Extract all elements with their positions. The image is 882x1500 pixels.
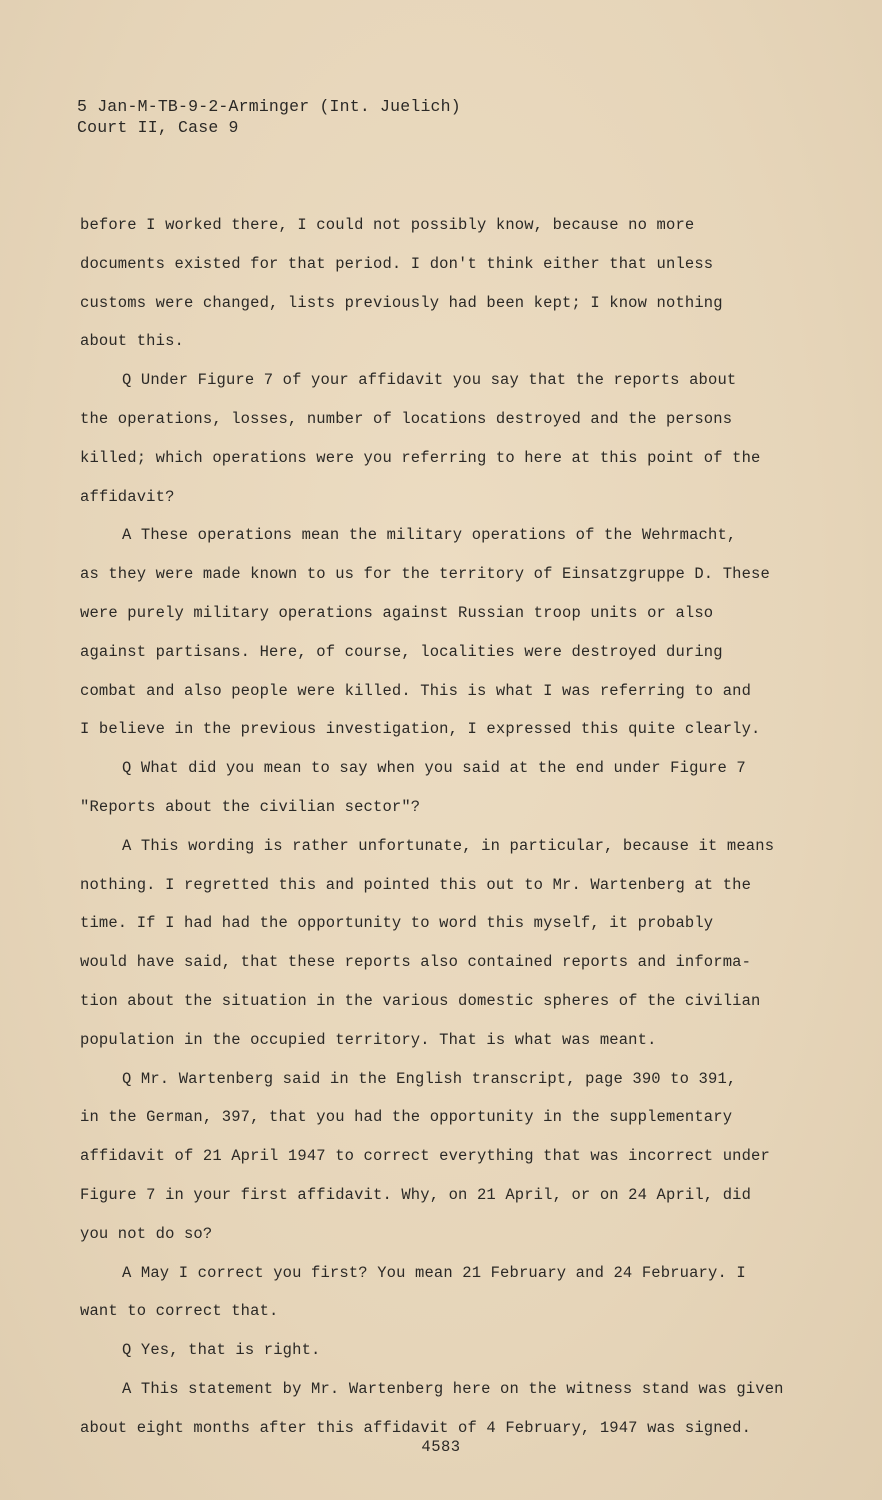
transcript-line: A This statement by Mr. Wartenberg here on the witness stand was given [122,1379,784,1398]
transcript-line: affidavit of 21 April 1947 to correct everything that was incorrect under [80,1147,770,1166]
transcript-line: Q What did you mean to say when you said at the end under Figure 7 [122,759,746,778]
transcript-line: the operations, losses, number of locations destroyed and the persons [80,409,733,428]
transcript-line: tion about the situation in the various domestic spheres of the civilian [80,991,761,1010]
transcript-line: were purely military operations against Russian troop units or also [80,603,714,622]
transcript-line: nothing. I regretted this and pointed this out to Mr. Wartenberg at the [80,875,752,894]
header-court: Court II, Case 9 [77,118,239,137]
transcript-line: Q Under Figure 7 of your affidavit you say that the reports about [122,371,737,390]
transcript-line: Q Yes, that is right. [122,1341,321,1360]
transcript-line: against partisans. Here, of course, localities were destroyed during [80,642,723,661]
transcript-line: before I worked there, I could not possibly know, because no more [80,216,695,234]
transcript-line: I believe in the previous investigation, I expressed this quite clearly. [80,720,761,739]
transcript-line: "Reports about the civilian sector"? [80,797,421,816]
transcript-line: documents existed for that period. I don't think either that unless [80,254,714,273]
transcript-line: A This wording is rather unfortunate, in particular, because it means [122,836,775,855]
transcript-body [80,206,840,1448]
transcript-line: A These operations mean the military operations of the Wehrmacht, [122,526,737,545]
transcript-line: would have said, that these reports also contained reports and informa- [80,953,752,972]
page-number: 4583 [421,1438,461,1456]
header-case-reference: 5 Jan-M-TB-9-2-Arminger (Int. Juelich) [77,97,461,116]
transcript-line: combat and also people were killed. This is what I was referring to and [80,681,752,700]
transcript-line: time. If I had had the opportunity to word this myself, it probably [80,914,714,933]
transcript-line: want to correct that. [80,1302,279,1321]
transcript-line: A May I correct you first? You mean 21 February and 24 February. I [122,1263,746,1282]
document-header [77,96,461,138]
transcript-line: population in the occupied territory. That is what was meant. [80,1030,657,1049]
transcript-line: Q Mr. Wartenberg said in the English transcript, page 390 to 391, [122,1069,737,1088]
transcript-line: you not do so? [80,1224,213,1243]
transcript-line: Figure 7 in your first affidavit. Why, on 21 April, or on 24 April, did [80,1185,752,1204]
transcript-line: killed; which operations were you referring to here at this point of the [80,448,761,467]
transcript-line: about eight months after this affidavit of 4 February, 1947 was signed. [80,1418,752,1437]
transcript-line: as they were made known to us for the territory of Einsatzgruppe D. These [80,565,770,584]
transcript-line: affidavit? [80,487,175,506]
transcript-line: about this. [80,332,184,351]
transcript-line: customs were changed, lists previously had been kept; I know nothing [80,293,723,312]
transcript-line: in the German, 397, that you had the opportunity in the supplementary [80,1108,733,1127]
